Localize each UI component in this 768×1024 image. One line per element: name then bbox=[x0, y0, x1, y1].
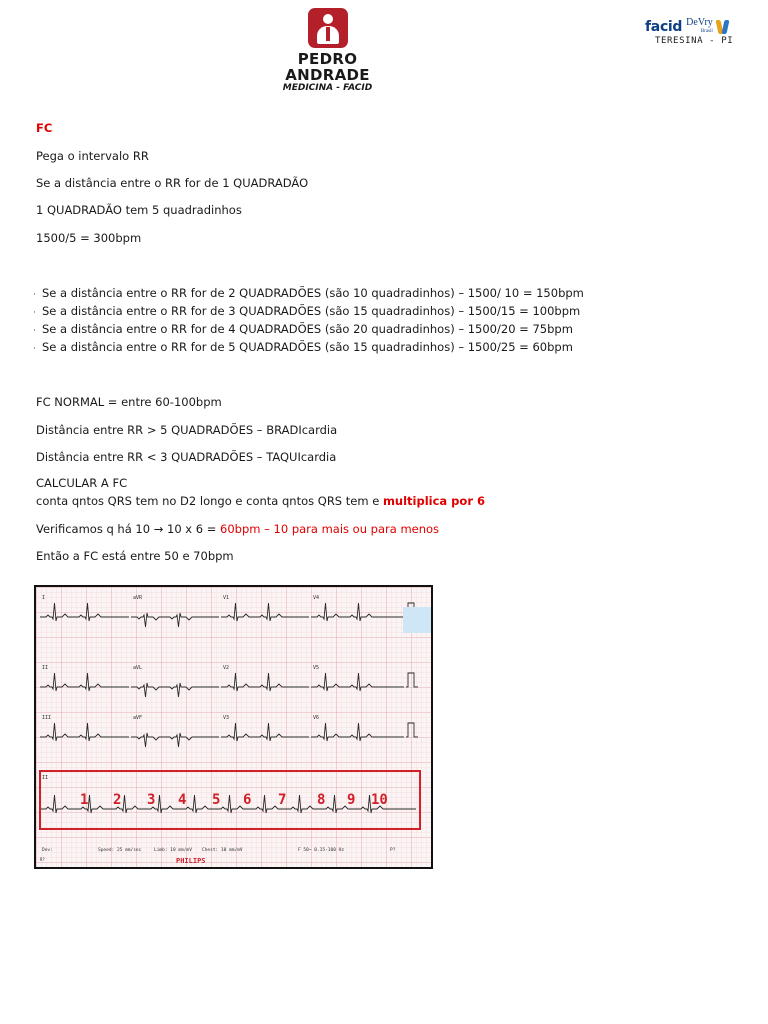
paragraph-2: Se a distância entre o RR for de 1 QUADRADÃO bbox=[36, 176, 309, 190]
ecg-strip bbox=[34, 585, 433, 869]
facid-wordmark: facid bbox=[645, 19, 683, 35]
ecg-chart bbox=[36, 587, 431, 867]
qrs-count-number: 1 bbox=[80, 792, 89, 808]
lead-label: III bbox=[42, 715, 52, 721]
paragraph-3: 1 QUADRADÃO tem 5 quadradinhos bbox=[36, 203, 242, 217]
qrs-count-number: 6 bbox=[243, 792, 252, 808]
lead-label: V5 bbox=[313, 665, 320, 671]
lead-label: aVL bbox=[133, 665, 143, 671]
brand-subtitle: MEDICINA - FACID bbox=[282, 83, 373, 93]
ecg-limb-gain: Limb: 10 mm/mV bbox=[154, 848, 192, 853]
lead-label: V4 bbox=[313, 595, 320, 601]
ecg-filter: F 50~ 0.15-100 Hz bbox=[298, 848, 345, 853]
ecg-marker-patch bbox=[403, 607, 431, 633]
qrs-count-number: 8 bbox=[317, 792, 326, 808]
ecg-chest-gain: Chest: 10 mm/mV bbox=[202, 848, 243, 853]
qrs-count-number: 5 bbox=[212, 792, 221, 808]
pedro-andrade-logo bbox=[255, 8, 400, 93]
brand-name: PEDRO ANDRADE bbox=[285, 50, 370, 84]
lead-label: V2 bbox=[223, 665, 230, 671]
ecg-corner: R? bbox=[40, 857, 45, 862]
lead-label: aVR bbox=[133, 595, 143, 601]
facid-logo bbox=[645, 18, 745, 52]
devry-wordmark: DeVry Brasil bbox=[686, 17, 713, 34]
bradycardia-rule: Distância entre RR > 5 QUADRADÕES – BRADIcardia bbox=[36, 423, 338, 437]
conclusion: Então a FC está entre 50 e 70bpm bbox=[36, 549, 234, 563]
qrs-count-number: 10 bbox=[371, 792, 388, 808]
ecg-grid bbox=[36, 587, 431, 867]
ecg-speed: Speed: 25 mm/sec bbox=[98, 848, 142, 853]
ecg-code: P? bbox=[390, 848, 396, 853]
devry-icon bbox=[717, 20, 729, 34]
qrs-count-number: 4 bbox=[178, 792, 187, 808]
lead-label: V6 bbox=[313, 715, 320, 721]
list-item: · Se a distância entre o RR for de 5 QUADRADÕES (são 15 quadradinhos) – 1500/25 = 60bpm bbox=[33, 340, 573, 354]
lead-label: aVF bbox=[133, 715, 143, 721]
tachycardia-rule: Distância entre RR < 3 QUADRADÕES – TAQUIcardia bbox=[36, 450, 337, 464]
arrow-right-icon: → bbox=[153, 522, 164, 536]
list-item: · Se a distância entre o RR for de 4 QUADRADÕES (são 20 quadradinhos) – 1500/20 = 75bpm bbox=[33, 322, 573, 336]
calc-title: CALCULAR A FC bbox=[36, 476, 128, 490]
ecg-device: Dev: bbox=[42, 848, 53, 853]
paragraph-1: Pega o intervalo RR bbox=[36, 149, 149, 163]
qrs-count-number: 2 bbox=[113, 792, 122, 808]
fc-normal: FC NORMAL = entre 60-100bpm bbox=[36, 395, 222, 409]
verify-line: Verificamos q há 10 → 10 x 6 = 60bpm – 10 para mais ou para menos bbox=[36, 522, 440, 536]
lead-label: V3 bbox=[223, 715, 230, 721]
calc-instruction: conta qntos QRS tem no D2 longo e conta qntos QRS tem e multiplica por 6 bbox=[36, 494, 485, 508]
lead-label: II bbox=[42, 775, 49, 781]
paragraph-4: 1500/5 = 300bpm bbox=[36, 231, 142, 245]
lead-label: I bbox=[42, 595, 46, 601]
qrs-count-number: 9 bbox=[347, 792, 356, 808]
list-item: · Se a distância entre o RR for de 2 QUADRADÕES (são 10 quadradinhos) – 1500/ 10 = 150bpm bbox=[33, 286, 584, 300]
lead-label: II bbox=[42, 665, 49, 671]
partner-city: TERESINA - PI bbox=[655, 36, 734, 46]
lead-label: V1 bbox=[223, 595, 230, 601]
doctor-icon bbox=[308, 8, 348, 48]
list-item: · Se a distância entre o RR for de 3 QUADRADÕES (são 15 quadradinhos) – 1500/15 = 100bpm bbox=[33, 304, 581, 318]
philips-logo: PHILIPS bbox=[176, 857, 206, 865]
section-title: FC bbox=[36, 121, 53, 135]
qrs-count-number: 3 bbox=[147, 792, 156, 808]
qrs-count-number: 7 bbox=[278, 792, 287, 808]
